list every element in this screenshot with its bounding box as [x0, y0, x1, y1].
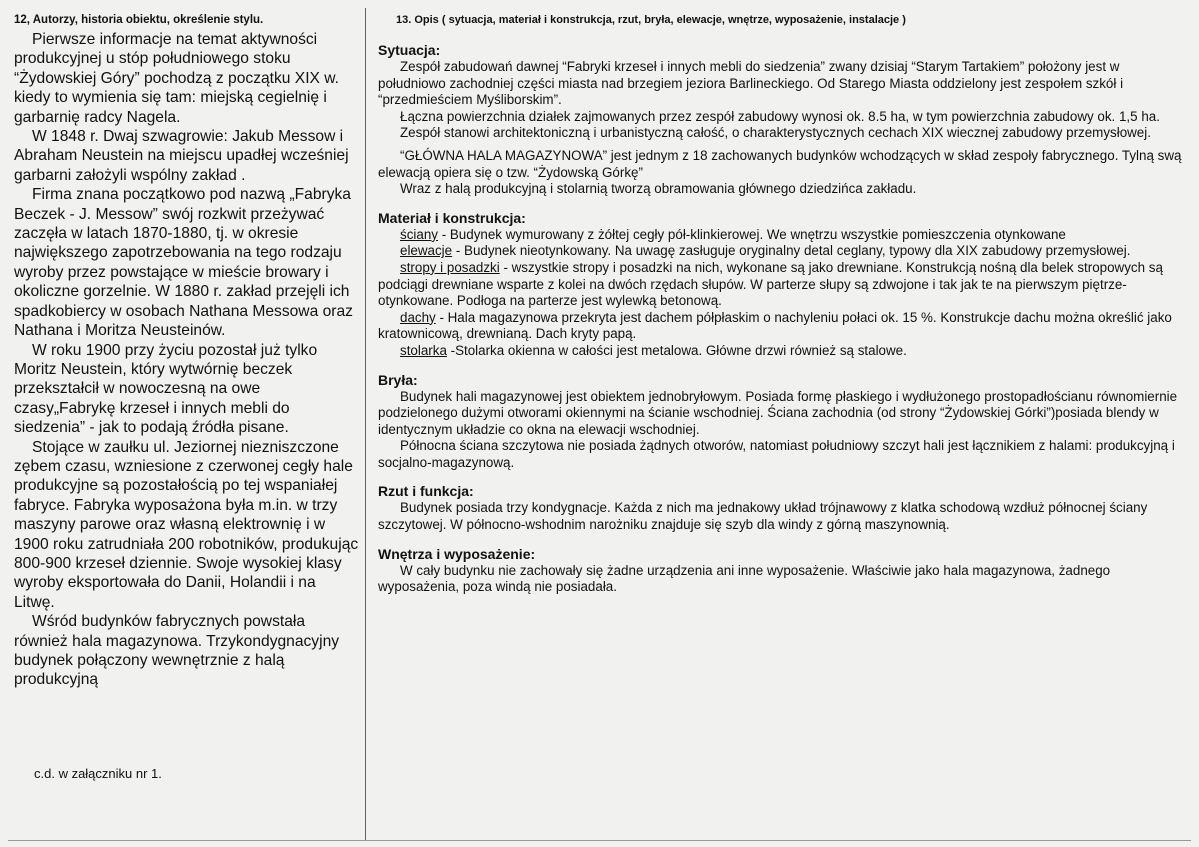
bottom-border: [8, 840, 1191, 841]
description-heading: 13. Opis ( sytuacja, materiał i konstrukcja, rzut, bryła, elewacje, wnętrze, wyposażenie, instalacje ): [396, 14, 906, 26]
section-title: Bryła:: [378, 371, 418, 388]
section-paragraph: Zespół zabudowań dawnej “Fabryki krzeseł i innych mebli do siedzenia” zwany dzisiaj “Starym Tartakiem” położony jest w południowo zachodniej części miasta nad brzegiem jeziora Barlineckiego. Od Starego Miasta oddzielony jest zespołem szkół i “przedmieściem Myśliborskim”.: [378, 59, 1124, 108]
history-heading: 12, Autorzy, historia obiektu, określenie stylu.: [14, 14, 264, 26]
item-text: - Budynek wymurowany z żółtej cegły pół-klinkierowej. We wnętrzu wszystkie pomieszczenia otynkowane: [437, 226, 1066, 242]
item-text: -Stolarka okienna w całości jest metalowa. Główne drzwi również są stalowe.: [446, 342, 907, 358]
item-key: dachy: [400, 309, 436, 325]
history-paragraph: W roku 1900 przy życiu pozostał już tylko Moritz Neustein, który wytwórnię beczek przekształcił w nowoczesną na owe czasy„Fabrykę krzeseł i innych mebli do siedzenia” - jak to podają źródła pisane.: [14, 341, 318, 437]
item-key: ściany: [400, 226, 438, 242]
section-paragraph: Budynek hali magazynowej jest obiektem jednobryłowym. Posiada formę płaskiego i wydłużonego prostopadłościanu równomiernie podzielonego dużymi otworami okiennymi na ścianie wschodniej. Ściana zachodnia (od strony “Żydowskiej Górki”)posiada blendy w identycznym układzie co okna na elewacji wschodniej.: [378, 388, 1178, 437]
history-paragraph: W 1848 r. Dwaj szwagrowie: Jakub Messow i Abraham Neustein na miejscu upadłej wcześniej garbarni założyli wspólny zakład .: [14, 128, 349, 184]
history-paragraph: Pierwsze informacje na temat aktywności produkcyjnej u stóp południowego stoku “Żydowskiej Góry” pochodzą z początku XIX w. kiedy to wymienia się tam: miejską cegielnię i garbarnię radcy Nagela.: [14, 31, 340, 126]
section-paragraph: “GŁÓWNA HALA MAGAZYNOWA” jest jednym z 18 zachowanych budynków wchodzących w skład zespoły fabrycznego. Tylną swą elewacją opiera się o tzw. “Żydowską Górkę”: [378, 147, 1182, 180]
section-sytuacja: [378, 42, 1183, 198]
material-item-sciany: [378, 227, 1183, 244]
section-paragraph: Łączna powierzchnia działek zajmowanych przez zespół zabudowy wynosi ok. 8.5 ha, w tym powierzchnia zabudowy ok. 1,5 ha.: [400, 108, 1160, 124]
section-bryla: [378, 372, 1183, 472]
history-body: [14, 30, 359, 690]
history-paragraph: Firma znana początkowo pod nazwą „Fabryka Beczek - J. Messow” swój rozkwit przeżywać zaczęła w latach 1870-1880, tj. w okresie największego zapotrzebowania na tego rodzaju wyroby przez powstające w mieście browary i okoliczne gorzelnie. W 1880 r. zakład przejęli ich spadkobiercy w osobach Nathana Messowa oraz Nathana i Moritza Neusteinów.: [14, 186, 353, 340]
item-key: elewacje: [400, 243, 453, 259]
history-footnote: c.d. w załączniku nr 1.: [34, 766, 162, 781]
material-item-stolarka: [378, 343, 1183, 360]
item-text: - Budynek nieotynkowany. Na uwagę zasługuje oryginalny detal ceglany, typowy dla XIX zabudowy przemysłowej.: [452, 243, 1131, 259]
history-column: [14, 14, 359, 690]
history-paragraph: Wśród budynków fabrycznych powstała również hala magazynowa. Trzykondygnacyjny budynek połączony wewnętrznie z halą produkcyjną: [14, 613, 340, 689]
section-rzut: [378, 483, 1183, 533]
item-key: stolarka: [400, 342, 447, 358]
section-wnetrza: [378, 546, 1183, 596]
item-text: - wszystkie stropy i posadzki na nich, wykonane są jako drewniane. Konstrukcją nośną dla belek stropowych są podciągi drewniane wsparte z kolei na dwóch rzędach słupów. W parterze słupy są zdwojone i tak jak te na pierwszym piętrze- otynkowane. Podłoga na parterze jest wylewką betonową.: [378, 259, 1163, 309]
section-paragraph: Wraz z halą produkcyjną i stolarnią tworzą obramowania głównego dziedzińca zakładu.: [400, 181, 917, 197]
section-paragraph: W cały budynku nie zachowały się żadne urządzenia ani inne wyposażenie. Właściwie jako hala magazynowa, żadnego wyposażenia, poza windą nie posiadała.: [378, 562, 1111, 595]
section-title: Materiał i konstrukcja:: [378, 209, 526, 226]
section-title: Rzut i funkcja:: [378, 483, 474, 500]
material-item-elewacje: [378, 243, 1183, 260]
history-paragraph: Stojące w zaułku ul. Jeziornej niezniszczone zębem czasu, wzniesione z czerwonej cegły hale produkcyjne są pozostałością po tej wspaniałej fabryce. Fabryka wyposażona była m.in. w trzy maszyny parowe oraz własną elektrownię i w 1900 roku zatrudniała 200 robotników, produkując 800-900 krzeseł dziennie. Swoje wysokiej klasy wyroby eksportowała do Danii, Holandii i na Litwę.: [14, 438, 359, 611]
item-text: - Hala magazynowa przekryta jest dachem półpłaskim o nachyleniu połaci ok. 15 %. Konstrukcje dachu można określić jako kratownicową, drewnianą. Dach kryty papą.: [378, 309, 1172, 342]
section-title: Sytuacja:: [378, 42, 441, 58]
material-item-stropy: [378, 260, 1183, 310]
column-divider: [365, 8, 366, 840]
section-paragraph: Budynek posiada trzy kondygnacje. Każda z nich ma jednakowy układ trójnawowy z klatka schodową wzdłuż północnej ściany szczytowej. W północno-wshodnim narożniku znajduje się szyb dla windy z górną maszynownią.: [378, 500, 1148, 533]
item-key: stropy i posadzki: [400, 259, 500, 275]
section-material: [378, 210, 1183, 360]
section-title: Wnętrza i wyposażenie:: [378, 545, 536, 562]
section-paragraph: Zespół stanowi architektoniczną i urbanistyczną całość, o charakterystycznych cechach XIX wiecznej zabudowy przemysłowej.: [400, 125, 1151, 141]
description-column: [378, 14, 1183, 608]
section-paragraph: Północna ściana szczytowa nie posiada żądnych otworów, natomiast południowy szczyt hali jest łącznikiem z halami: produkcyjną i socjalno-magazynową.: [378, 438, 1175, 470]
material-item-dachy: [378, 310, 1183, 343]
